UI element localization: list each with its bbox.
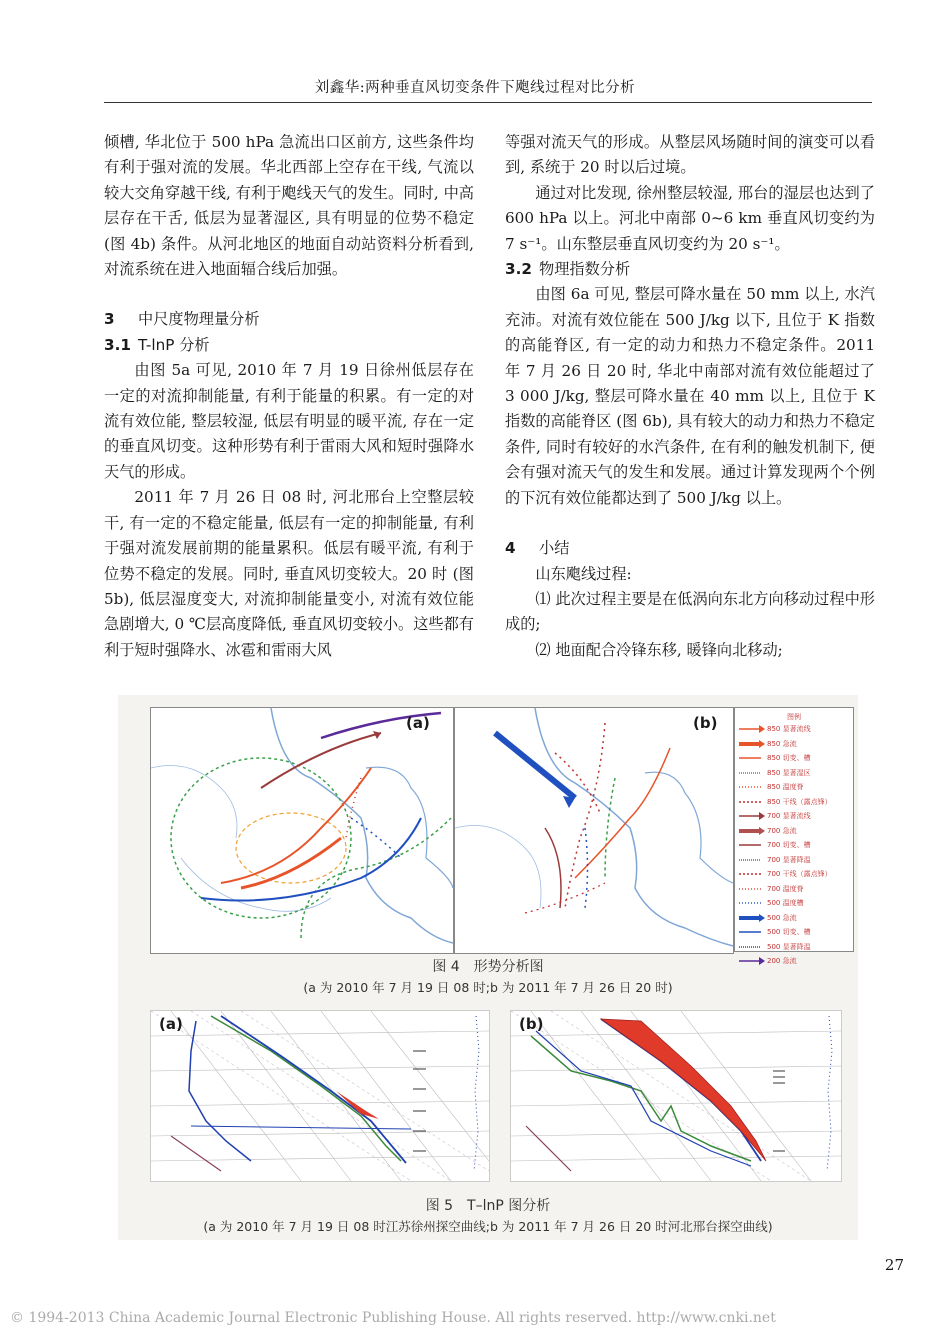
figure4-subcaption: (a 为 2010 年 7 月 19 日 08 时;b 为 2011 年 7 月 26 日 20 时)	[303, 980, 673, 995]
legend-label: 500 温度槽	[767, 899, 804, 908]
legend-item	[737, 838, 851, 853]
legend-label: 850 干线（露点锋）	[767, 797, 832, 806]
legend-item	[737, 853, 851, 868]
figure4-label-a: (a)	[406, 714, 430, 732]
legend-swatch-icon	[737, 841, 765, 849]
figure5-label-a: (a)	[159, 1015, 183, 1033]
figure5-caption: 图 5 T–lnP 图分析	[425, 1198, 551, 1214]
section-number: 4	[505, 539, 516, 558]
running-header: 刘鑫华:两种垂直风切变条件下飑线过程对比分析	[314, 80, 636, 96]
legend-swatch-icon	[737, 725, 765, 733]
legend-item	[737, 809, 851, 824]
legend-swatch-icon	[737, 740, 765, 748]
legend-swatch-icon	[737, 914, 765, 922]
legend-swatch-icon	[737, 856, 765, 864]
legend-list	[737, 722, 851, 969]
legend-item	[737, 867, 851, 882]
legend-label: 700 温度脊	[767, 884, 804, 893]
legend-item	[737, 824, 851, 839]
body-paragraph: 由图 6a 可见, 整层可降水量在 50 mm 以上, 水汽充沛。对流有效位能在 500 J/kg 以下, 且位于 K 指数的高能脊区, 有一定的动力和热力不稳定条件。2011 年 7 月 26 日 20 时, 华北中南部对流有效位能超过了 3 000 J/kg, 整层可降水量在 40 mm 以上, 且位于 K 指数的高能脊区 (图 6b), 具有较大的动力和热力不稳定条件, 同时有较好的水汽条件, 在有利的触发机制下, 便会有强对流天气的发生和发展。通过计算发现两个个例的下沉有效位能都达到了 500 J/kg 以上。	[505, 285, 875, 507]
figure-area	[118, 695, 858, 1240]
legend-item	[737, 722, 851, 737]
legend-item	[737, 940, 851, 955]
body-paragraph: 由图 5a 可见, 2010 年 7 月 19 日徐州低层存在一定的对流抑制能量, 有利于能量的积累。有一定的对流有效位能, 整层较湿, 低层有明显的暖平流, 存在一定的垂直风切变。这种形势有利于雷雨大风和短时强降水天气的形成。	[104, 361, 474, 481]
figure4-panel-a	[150, 707, 454, 954]
legend-swatch-icon	[737, 870, 765, 878]
body-paragraph: ⑴ 此次过程主要是在低涡向东北方向移动过程中形成的;	[505, 589, 875, 634]
section-number: 3.1	[104, 335, 131, 354]
section-number: 3.2	[505, 260, 532, 279]
legend-item	[737, 751, 851, 766]
legend-label: 700 干线（露点锋）	[767, 870, 832, 879]
legend-label: 700 显著降温	[767, 855, 811, 864]
legend-swatch-icon	[737, 798, 765, 806]
legend-label: 850 显著流线	[767, 725, 811, 734]
section-heading	[505, 536, 875, 561]
section-title: 物理指数分析	[539, 260, 631, 279]
legend-label: 700 切变、槽	[767, 841, 811, 850]
left-text-column	[104, 130, 474, 663]
legend-item	[737, 882, 851, 897]
legend-swatch-icon	[737, 754, 765, 762]
legend-swatch-icon	[737, 885, 765, 893]
tlnp-chart-b	[511, 1011, 841, 1181]
legend-swatch-icon	[737, 783, 765, 791]
section-gap	[505, 511, 875, 536]
legend-item	[737, 780, 851, 795]
legend-swatch-icon	[737, 827, 765, 835]
legend-item	[737, 896, 851, 911]
figure5-panel-b	[510, 1010, 842, 1182]
legend-item	[737, 925, 851, 940]
section-title: 中尺度物理量分析	[138, 310, 260, 329]
legend-swatch-icon	[737, 899, 765, 907]
legend-label: 850 急流	[767, 739, 797, 748]
section-gap	[104, 282, 474, 307]
body-paragraph: 通过对比发现, 徐州整层较湿, 邢台的湿层也达到了 600 hPa 以上。河北中南部 0~6 km 垂直风切变约为 7 s⁻¹。山东整层垂直风切变约为 20 s⁻¹。	[505, 183, 875, 253]
section-title: 小结	[539, 539, 570, 558]
legend-label: 700 显著流线	[767, 812, 811, 821]
weather-map-a	[151, 708, 453, 953]
body-paragraph: 山东飑线过程:	[535, 564, 632, 583]
section-heading	[104, 307, 474, 332]
legend-item	[737, 766, 851, 781]
figure5-panel-a	[150, 1010, 490, 1182]
figure4-legend	[734, 707, 854, 966]
body-paragraph: 等强对流天气的形成。从整层风场随时间的演变可以看到, 系统于 20 时以后过境。	[505, 133, 875, 177]
figure4-label-b: (b)	[693, 714, 718, 732]
header-rule	[104, 102, 872, 103]
section-title: T-lnP 分析	[138, 335, 210, 354]
page-number: 27	[884, 1256, 904, 1274]
legend-label: 500 显著降温	[767, 942, 811, 951]
legend-swatch-icon	[737, 812, 765, 820]
legend-label: 500 急流	[767, 913, 797, 922]
legend-item	[737, 911, 851, 926]
legend-swatch-icon	[737, 943, 765, 951]
section-number: 3	[104, 310, 115, 329]
body-paragraph: 倾槽, 华北位于 500 hPa 急流出口区前方, 这些条件均有利于强对流的发展。华北西部上空存在干线, 气流以较大交角穿越干线, 有利于飑线天气的发生。同时, 中高层存在干舌, 低层为显著湿区, 具有明显的位势不稳定 (图 4b) 条件。从河北地区的地面自动站资料分析看到, 对流系统在进入地面辐合线后加强。	[104, 133, 474, 279]
legend-swatch-icon	[737, 769, 765, 777]
figure5-subcaption: (a 为 2010 年 7 月 19 日 08 时江苏徐州探空曲线;b 为 2011 年 7 月 26 日 20 时河北邢台探空曲线)	[203, 1219, 773, 1234]
figure5-label-b: (b)	[519, 1015, 544, 1033]
legend-item	[737, 795, 851, 810]
figure4-panel-b	[454, 707, 734, 954]
legend-label: 850 显著湿区	[767, 768, 811, 777]
figure4-caption: 图 4 形势分析图	[432, 959, 544, 975]
legend-label: 850 温度脊	[767, 783, 804, 792]
legend-label: 500 切变、槽	[767, 928, 811, 937]
legend-swatch-icon	[737, 928, 765, 936]
section-heading	[505, 257, 875, 282]
right-text-column	[505, 130, 875, 663]
weather-map-b	[455, 708, 733, 953]
legend-label: 200 急流	[767, 957, 797, 966]
legend-title: 图例	[787, 713, 801, 721]
section-heading	[104, 333, 474, 358]
legend-item	[737, 737, 851, 752]
tlnp-chart-a	[151, 1011, 489, 1181]
legend-label: 850 切变、槽	[767, 754, 811, 763]
legend-label: 700 急流	[767, 826, 797, 835]
body-paragraph: ⑵ 地面配合冷锋东移, 暖锋向北移动;	[535, 640, 783, 659]
body-paragraph: 2011 年 7 月 26 日 08 时, 河北邢台上空整层较干, 有一定的不稳定能量, 低层有一定的抑制能量, 有利于强对流发展前期的能量累积。低层有暖平流, 有利于位势不稳定的发展。同时, 垂直风切变较大。20 时 (图 5b), 低层湿度变大, 对流抑制能量变小, 对流有效位能急剧增大, 0 ℃层高度降低, 垂直风切变较小。这些都有利于短时强降水、冰雹和雷雨大风	[104, 488, 474, 659]
copyright-footer: © 1994-2013 China Academic Journal Electronic Publishing House. All rights reserved. http://www.cnki.net	[10, 1310, 776, 1326]
